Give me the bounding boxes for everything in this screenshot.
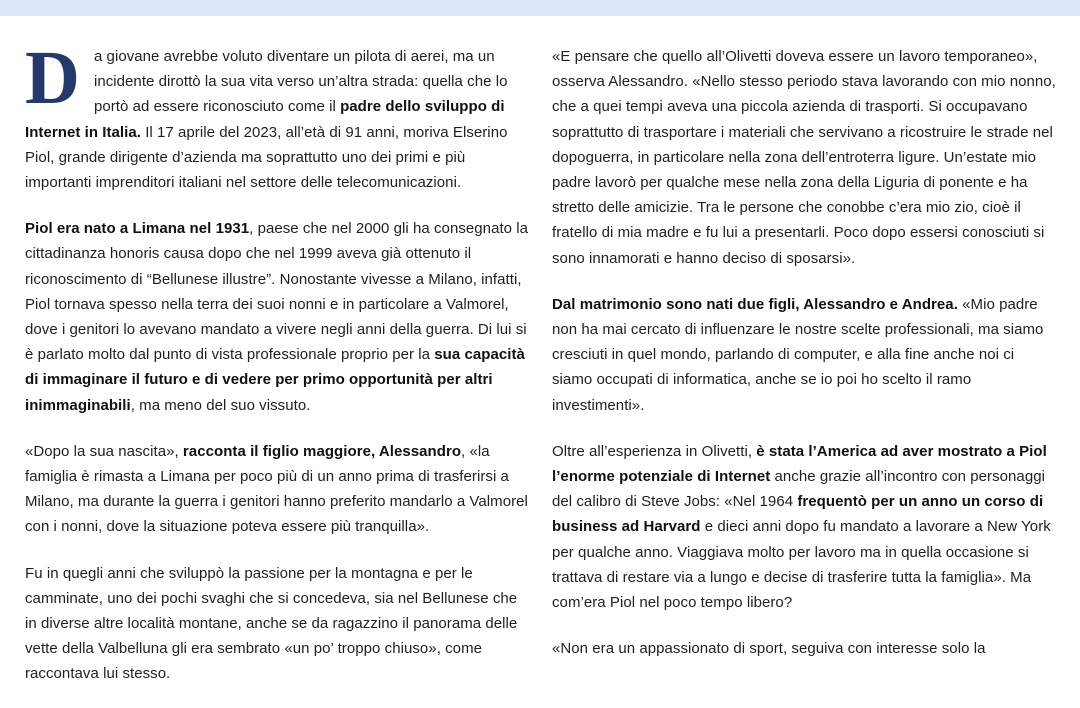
body-text: , «la famiglia è rimasta a Limana per poco più di un anno prima di trasferirsi a Milano, ma durante la guerra i genitori hanno preferito mandarlo a Valmorel con i nonni, dove la situazione poteva essere più tranquilla». xyxy=(25,442,528,536)
article-paragraph xyxy=(552,636,1056,661)
body-text: Il 17 aprile del 2023, all’età di 91 anni, moriva Elserino Piol, grande dirigente d’azienda ma soprattutto uno dei primi e più importanti imprenditori italiani nel settore delle telecomunicazioni. xyxy=(25,123,508,192)
body-text: «Dopo la sua nascita», xyxy=(25,442,183,460)
body-text: «Non era un appassionato di sport, seguiva con interesse solo la xyxy=(552,640,986,658)
bold-text: frequentò per un anno un corso di business ad Harvard xyxy=(552,493,1044,536)
body-text: anche grazie all’incontro con personaggi del calibro di Steve Jobs: «Nel 1964 xyxy=(552,468,1045,511)
article-paragraph xyxy=(25,216,531,418)
article-paragraph xyxy=(552,439,1056,615)
body-text: Fu in quegli anni che sviluppò la passione per la montagna e per le camminate, uno dei pochi svaghi che si concedeva, sia nel Bellunese che in diverse altre località montane, anche se da ragazzino il panorama delle vette della Valbelluna gli era sembrato «un po’ troppo chiuso», come raccontava lui stesso. xyxy=(25,564,518,683)
article-column-left xyxy=(25,36,531,708)
article-paragraph xyxy=(25,561,531,687)
article-paragraph xyxy=(25,36,531,195)
bold-text: sua capacità di immaginare il futuro e di vedere per primo opportunità per altri inimmaginabili xyxy=(25,346,525,414)
bold-text: Piol era nato a Limana nel 1931 xyxy=(25,220,250,238)
body-text: «Mio padre non ha mai cercato di influenzare le nostre scelte professionali, ma siamo cresciuti in quel mondo, parlando di computer, e alla fine anche noi ci siamo occupati di informatica, anche se io poi ho scelto il ramo investimenti». xyxy=(552,295,1044,414)
bold-text: racconta il figlio maggiore, Alessandro xyxy=(182,442,462,460)
bold-text: padre dello sviluppo di Internet in Italia. xyxy=(25,98,505,141)
body-text: , paese che nel 2000 gli ha consegnato la cittadinanza honoris causa dopo che nel 1999 aveva già ottenuto il riconoscimento di “Bellunese illustre”. Nonostante vivesse a Milano, infatti, Piol tornava spesso nella terra dei suoi nonni e in particolare a Valmorel, dove i genitori lo avevano mandato a vivere negli anni della guerra. Di lui si è parlato molto dal punto di vista professionale proprio per la xyxy=(25,220,529,364)
body-text: a giovane avrebbe voluto diventare un pilota di aerei, ma un incidente dirottò la sua vita verso un’altra strada: quella che lo portò ad essere riconosciuto come il xyxy=(93,48,508,116)
drop-cap: D xyxy=(25,36,80,120)
body-text: «E pensare che quello all’Olivetti doveva essere un lavoro temporaneo», osserva Alessandro. «Nello stesso periodo stava lavorando con mio nonno, che a quei tempi aveva una piccola azienda di trasporti. Si occupavano soprattutto di trasportare i materiali che servivano a ricostruire le strade nel dopoguerra, in particolare nella zona dell’entroterra ligure. Un’estate mio padre lavorò per qualche mese nella zona della Liguria di ponente e ha stretto delle amicizie. Tra le persone che conobbe c’era mio zio, cioè il fratello di mia madre e fu lui a presentarli. Poco dopo essersi conosciuti si sono innamorati e hanno deciso di sposarsi». xyxy=(552,48,1056,267)
article-column-right xyxy=(552,44,1056,682)
article-paragraph xyxy=(552,292,1056,418)
article-paragraph xyxy=(552,44,1056,271)
bold-text: è stata l’America ad aver mostrato a Piol l’enorme potenziale di Internet xyxy=(552,442,1047,486)
body-text: Oltre all’esperienza in Olivetti, xyxy=(552,442,757,460)
article-paragraph xyxy=(25,439,531,540)
top-banner-strip xyxy=(0,0,1080,16)
bold-text: Dal matrimonio sono nati due figli, Alessandro e Andrea. xyxy=(552,295,958,313)
body-text: , ma meno del suo vissuto. xyxy=(130,396,311,414)
body-text: e dieci anni dopo fu mandato a lavorare a New York per qualche anno. Viaggiava molto per lavoro ma in quella occasione si trattava di restare via a lungo e decise di trasferire tutta la famiglia». Ma com’era Piol nel poco tempo libero? xyxy=(552,518,1051,612)
